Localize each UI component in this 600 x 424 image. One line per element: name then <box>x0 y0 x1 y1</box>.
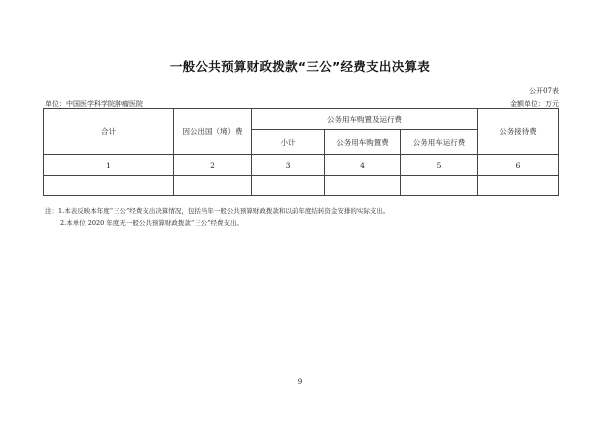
table-cell <box>174 176 252 196</box>
page-number: 9 <box>297 378 303 386</box>
table-row <box>44 176 559 196</box>
note-line-1: 注：1.本表反映本年度“三公”经费支出决算情况，包括当年一般公共预算财政拨款和以前年度结转资金安排的实际支出。 <box>45 207 390 215</box>
table-cell <box>325 176 401 196</box>
table-cell <box>252 176 325 196</box>
table-cell: 3 <box>252 155 325 176</box>
header-subtotal: 小计 <box>252 130 325 155</box>
header-total: 合计 <box>44 109 174 155</box>
amount-unit: 金额单位：万元 <box>510 100 559 108</box>
note-line-2: 2.本单位 2020 年度无一般公共预算财政拨款“三公”经费支出。 <box>60 219 244 227</box>
table-cell: 4 <box>325 155 401 176</box>
document-title: 一般公共预算财政拨款“三公”经费支出决算表 <box>169 59 431 74</box>
header-vehicle-purchase: 公务用车购置费 <box>325 130 401 155</box>
reporting-unit: 单位：中国医学科学院肿瘤医院 <box>45 100 143 108</box>
table-cell: 1 <box>44 155 174 176</box>
three-public-expenses-table <box>43 108 559 196</box>
notes <box>45 205 389 229</box>
table-row <box>44 155 559 176</box>
header-abroad-fee: 因公出国（境）费 <box>174 109 252 155</box>
table-cell <box>401 176 478 196</box>
table-cell: 5 <box>401 155 478 176</box>
table-cell <box>478 176 559 196</box>
table-cell: 6 <box>478 155 559 176</box>
table-cell: 2 <box>174 155 252 176</box>
header-vehicle-operation: 公务用车运行费 <box>401 130 478 155</box>
header-reception-fee: 公务接待费 <box>478 109 559 155</box>
header-row <box>44 109 559 130</box>
form-code: 公开07表 <box>529 87 559 95</box>
header-vehicle-group: 公务用车购置及运行费 <box>252 109 478 130</box>
table-cell <box>44 176 174 196</box>
